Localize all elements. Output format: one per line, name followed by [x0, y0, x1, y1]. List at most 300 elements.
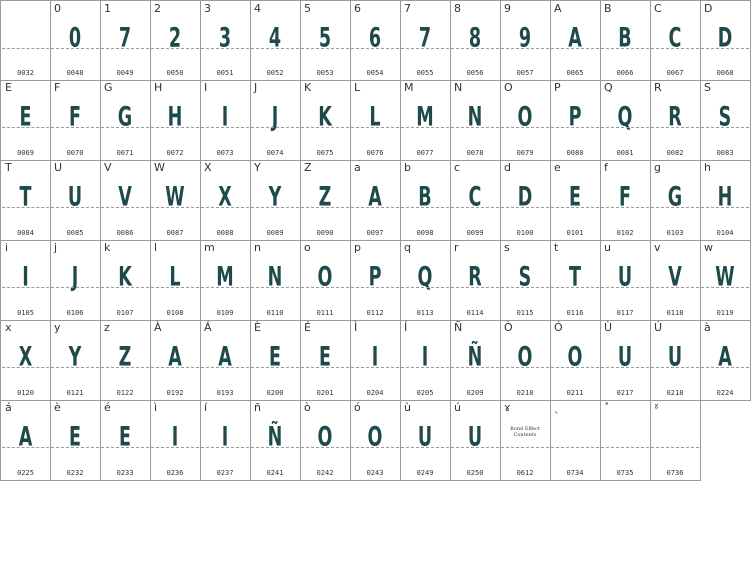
character-label: ˎ — [554, 401, 560, 414]
glyph-cell — [200, 160, 251, 241]
character-label: V — [104, 161, 112, 174]
character-label: w — [704, 241, 713, 254]
character-label: Z — [304, 161, 312, 174]
character-code: 0205 — [416, 389, 434, 397]
baseline-guide — [301, 367, 349, 368]
glyph-sample: E — [319, 341, 331, 372]
glyph-cell — [450, 240, 501, 321]
character-code: 0242 — [316, 469, 334, 477]
character-code: 0048 — [66, 69, 84, 77]
character-code: 0121 — [66, 389, 84, 397]
character-label: è — [54, 401, 61, 414]
glyph-sample: I — [22, 261, 29, 292]
baseline-guide — [2, 48, 49, 49]
character-label: E — [5, 81, 12, 94]
character-code: 0069 — [17, 149, 34, 157]
glyph-cell — [650, 80, 701, 161]
baseline-guide — [251, 48, 299, 49]
baseline-guide — [151, 48, 199, 49]
baseline-guide — [501, 287, 549, 288]
glyph-cell — [250, 80, 301, 161]
baseline-guide — [451, 207, 499, 208]
character-label: S — [704, 81, 711, 94]
glyph-sample: T — [569, 261, 581, 292]
character-label: c — [454, 161, 461, 174]
character-code: 0120 — [17, 389, 34, 397]
glyph-cell — [300, 240, 351, 321]
character-code: 0066 — [616, 69, 634, 77]
character-label: B — [604, 2, 612, 15]
baseline-guide — [701, 287, 749, 288]
glyph-sample: W — [165, 181, 185, 212]
glyph-cell — [450, 80, 501, 161]
character-code: 0057 — [516, 69, 534, 77]
glyph-sample: E — [569, 181, 581, 212]
character-label: ó — [354, 401, 361, 414]
baseline-guide — [301, 287, 349, 288]
glyph-cell — [150, 160, 201, 241]
character-code: 0236 — [166, 469, 184, 477]
baseline-guide — [651, 447, 699, 448]
baseline-guide — [2, 367, 49, 368]
character-code: 0102 — [616, 229, 634, 237]
glyph-sample: C — [468, 181, 482, 212]
glyph-sample: I — [371, 341, 379, 372]
baseline-guide — [551, 367, 599, 368]
baseline-guide — [201, 287, 249, 288]
baseline-guide — [501, 367, 549, 368]
glyph-sample: A — [718, 341, 732, 372]
character-label: q — [404, 241, 411, 254]
character-code: 0119 — [716, 309, 734, 317]
glyph-sample: U — [617, 261, 633, 292]
glyph-cell — [250, 160, 301, 241]
glyph-cell — [650, 400, 701, 481]
glyph-sample: O — [317, 421, 333, 452]
glyph-cell — [200, 240, 251, 321]
character-code: 0115 — [516, 309, 534, 317]
glyph-sample: 4 — [268, 22, 282, 53]
glyph-cell — [350, 240, 401, 321]
glyph-cell — [400, 160, 451, 241]
baseline-guide — [351, 287, 399, 288]
glyph-sample: V — [118, 181, 132, 212]
glyph-cell — [0, 80, 51, 161]
glyph-cell — [500, 160, 551, 241]
glyph-cell — [200, 400, 251, 481]
character-code: 0055 — [416, 69, 434, 77]
character-code: 0076 — [366, 149, 384, 157]
glyph-cell — [450, 400, 501, 481]
character-label: 0 — [54, 2, 61, 15]
glyph-cell — [400, 80, 451, 161]
glyph-sample: M — [216, 261, 234, 292]
baseline-guide — [501, 127, 549, 128]
glyph-sample: U — [417, 421, 433, 452]
baseline-guide — [51, 207, 99, 208]
baseline-guide — [451, 287, 499, 288]
baseline-guide — [451, 447, 499, 448]
character-code: 0225 — [17, 469, 34, 477]
character-label: 4 — [254, 2, 261, 15]
glyph-cell — [350, 320, 401, 401]
glyph-sample: O — [517, 341, 533, 372]
glyph-sample: O — [317, 261, 333, 292]
baseline-guide — [501, 447, 549, 448]
glyph-cell — [650, 0, 701, 81]
glyph-sample: W — [715, 261, 735, 292]
glyph-sample: P — [568, 101, 582, 132]
glyph-cell — [50, 160, 101, 241]
character-code: 0084 — [17, 229, 34, 237]
glyph-cell — [650, 240, 701, 321]
baseline-guide — [401, 48, 449, 49]
character-code: 0116 — [566, 309, 584, 317]
baseline-guide — [601, 447, 649, 448]
glyph-cell — [600, 0, 651, 81]
glyph-sample: H — [717, 181, 733, 212]
character-label: ˟ — [604, 401, 610, 414]
character-code: 0068 — [716, 69, 734, 77]
glyph-sample: A — [168, 341, 182, 372]
character-code: 0072 — [166, 149, 184, 157]
character-code: 0117 — [616, 309, 634, 317]
character-label: 7 — [404, 2, 411, 15]
character-code: 0250 — [466, 469, 484, 477]
character-label: Ì — [354, 321, 358, 334]
character-label: ò — [304, 401, 311, 414]
glyph-cell — [100, 160, 151, 241]
glyph-cell — [350, 400, 401, 481]
character-code: 0050 — [166, 69, 184, 77]
glyph-cell — [600, 400, 651, 481]
baseline-guide — [701, 127, 749, 128]
baseline-guide — [101, 207, 149, 208]
character-label: 8 — [454, 2, 461, 15]
character-code: 0104 — [716, 229, 734, 237]
character-code: 0099 — [466, 229, 484, 237]
glyph-cell — [0, 400, 51, 481]
baseline-guide — [551, 447, 599, 448]
character-label: r — [454, 241, 459, 254]
glyph-sample: M — [416, 101, 434, 132]
baseline-guide — [101, 48, 149, 49]
character-label: L — [354, 81, 361, 94]
baseline-guide — [451, 127, 499, 128]
glyph-cell — [0, 160, 51, 241]
baseline-guide — [701, 48, 749, 49]
glyph-cell — [550, 80, 601, 161]
character-code: 0218 — [666, 389, 684, 397]
glyph-cell — [700, 320, 751, 401]
baseline-guide — [251, 287, 299, 288]
glyph-cell — [250, 320, 301, 401]
glyph-cell — [550, 240, 601, 321]
glyph-sample: X — [18, 341, 33, 372]
glyph-sample: C — [668, 22, 682, 53]
glyph-cell — [300, 80, 351, 161]
glyph-sample: 2 — [168, 22, 182, 53]
character-label: H — [154, 81, 163, 94]
baseline-guide — [451, 367, 499, 368]
character-code: 0233 — [116, 469, 134, 477]
baseline-guide — [301, 207, 349, 208]
baseline-guide — [501, 48, 549, 49]
baseline-guide — [151, 207, 199, 208]
character-label: s — [504, 241, 510, 254]
glyph-sample: S — [518, 261, 532, 292]
glyph-sample: R — [668, 101, 682, 132]
character-code: 0241 — [266, 469, 284, 477]
character-code: 0734 — [566, 469, 584, 477]
character-label: Í — [404, 321, 408, 334]
character-label: j — [54, 241, 58, 254]
character-label: 5 — [304, 2, 311, 15]
character-code: 0118 — [666, 309, 684, 317]
glyph-sample: J — [271, 101, 279, 132]
glyph-cell — [100, 240, 151, 321]
character-label: í — [204, 401, 208, 414]
glyph-cell — [600, 320, 651, 401]
character-label: È — [254, 321, 261, 334]
character-code: 0211 — [566, 389, 584, 397]
baseline-guide — [201, 447, 249, 448]
glyph-sample: E — [269, 341, 281, 372]
baseline-guide — [201, 207, 249, 208]
glyph-cell — [50, 400, 101, 481]
character-label: Á — [204, 321, 212, 334]
baseline-guide — [601, 48, 649, 49]
character-label: 9 — [504, 2, 511, 15]
glyph-sample: Ñ — [267, 421, 283, 452]
character-code: 0612 — [516, 469, 534, 477]
glyph-sample: E — [19, 101, 32, 132]
glyph-cell — [450, 160, 501, 241]
glyph-sample: V — [668, 261, 682, 292]
glyph-sample: Y — [268, 181, 282, 212]
glyph-cell — [0, 0, 51, 81]
baseline-guide — [201, 48, 249, 49]
glyph-cell — [300, 400, 351, 481]
character-label: n — [254, 241, 261, 254]
character-code: 0210 — [516, 389, 534, 397]
glyph-cell — [0, 240, 51, 321]
character-code: 0105 — [17, 309, 34, 317]
baseline-guide — [351, 447, 399, 448]
glyph-sample: G — [667, 181, 683, 212]
character-code: 0109 — [216, 309, 234, 317]
baseline-guide — [51, 447, 99, 448]
character-label: a — [354, 161, 361, 174]
glyph-cell — [150, 400, 201, 481]
glyph-cell — [150, 80, 201, 161]
glyph-sample: 7 — [418, 22, 432, 53]
baseline-guide — [101, 287, 149, 288]
glyph-sample: Y — [68, 341, 82, 372]
glyph-sample: Q — [617, 101, 633, 132]
glyph-sample: Q — [417, 261, 433, 292]
character-label: W — [154, 161, 165, 174]
character-code: 0077 — [416, 149, 434, 157]
glyph-cell — [150, 320, 201, 401]
glyph-cell — [150, 240, 201, 321]
glyph-cell — [50, 320, 101, 401]
baseline-guide — [601, 127, 649, 128]
glyph-cell — [650, 160, 701, 241]
baseline-guide — [51, 367, 99, 368]
glyph-cell — [300, 320, 351, 401]
character-label: f — [604, 161, 608, 174]
glyph-sample: I — [421, 341, 429, 372]
glyph-cell — [100, 320, 151, 401]
baseline-guide — [651, 287, 699, 288]
glyph-cell — [600, 160, 651, 241]
character-code: 0106 — [66, 309, 84, 317]
character-label: Ñ — [454, 321, 463, 334]
glyph-cell — [350, 0, 401, 81]
character-code: 0192 — [166, 389, 184, 397]
glyph-cell — [50, 80, 101, 161]
glyph-sample: N — [467, 101, 483, 132]
character-code: 0736 — [666, 469, 684, 477]
character-label: b — [404, 161, 411, 174]
baseline-guide — [651, 367, 699, 368]
character-label: ì — [154, 401, 158, 414]
character-label: R — [654, 81, 662, 94]
character-code: 0217 — [616, 389, 634, 397]
character-label: M — [404, 81, 414, 94]
glyph-sample: 8 — [468, 22, 482, 53]
character-code: 0098 — [416, 229, 434, 237]
baseline-guide — [201, 127, 249, 128]
glyph-sample: L — [369, 101, 381, 132]
baseline-guide — [101, 127, 149, 128]
glyph-sample: D — [517, 181, 533, 212]
baseline-guide — [401, 127, 449, 128]
character-label: u — [604, 241, 611, 254]
baseline-guide — [651, 207, 699, 208]
character-code: 0224 — [716, 389, 734, 397]
character-code: 0107 — [116, 309, 134, 317]
glyph-cell — [600, 240, 651, 321]
character-label: U — [54, 161, 63, 174]
character-label: l — [154, 241, 158, 254]
glyph-cell — [250, 240, 301, 321]
glyph-cell — [150, 0, 201, 81]
baseline-guide — [101, 447, 149, 448]
glyph-sample: N — [267, 261, 283, 292]
character-code: 0110 — [266, 309, 284, 317]
character-label: é — [104, 401, 111, 414]
character-code: 0080 — [566, 149, 584, 157]
character-code: 0081 — [616, 149, 634, 157]
baseline-guide — [451, 48, 499, 49]
character-label: i — [5, 241, 9, 254]
baseline-guide — [2, 287, 49, 288]
character-code: 0112 — [366, 309, 384, 317]
glyph-cell — [700, 240, 751, 321]
character-code: 0243 — [366, 469, 384, 477]
glyph-sample: 7 — [118, 22, 132, 53]
character-label: y — [54, 321, 61, 334]
baseline-guide — [551, 207, 599, 208]
character-label: X — [204, 161, 212, 174]
baseline-guide — [701, 207, 749, 208]
character-label: z — [104, 321, 110, 334]
character-code: 0067 — [666, 69, 684, 77]
glyph-sample: K — [118, 261, 132, 292]
glyph-cell — [450, 320, 501, 401]
glyph-cell — [0, 320, 51, 401]
glyph-sample: O — [517, 101, 533, 132]
glyph-cell — [250, 0, 301, 81]
glyph-sample: O — [567, 341, 583, 372]
character-label: Ó — [554, 321, 563, 334]
character-label: I — [204, 81, 208, 94]
character-code: 0071 — [116, 149, 134, 157]
character-label: á — [5, 401, 12, 414]
glyph-cell — [550, 320, 601, 401]
glyph-sample: A — [18, 421, 33, 452]
baseline-guide — [251, 127, 299, 128]
baseline-guide — [51, 287, 99, 288]
glyph-sample: A — [568, 22, 582, 53]
glyph-sample: S — [718, 101, 732, 132]
glyph-sample: K — [318, 101, 332, 132]
character-code: 0049 — [116, 69, 134, 77]
glyph-sample: 0 — [68, 22, 82, 53]
baseline-guide — [351, 207, 399, 208]
glyph-cell — [300, 160, 351, 241]
glyph-cell — [350, 160, 401, 241]
character-code: 0082 — [666, 149, 684, 157]
glyph-cell — [250, 400, 301, 481]
character-label: T — [5, 161, 12, 174]
glyph-cell — [400, 240, 451, 321]
character-code: 0204 — [366, 389, 384, 397]
character-label: Q — [604, 81, 613, 94]
character-code: 0053 — [316, 69, 334, 77]
character-label: Ò — [504, 321, 513, 334]
character-code: 0101 — [566, 229, 584, 237]
baseline-guide — [2, 127, 49, 128]
glyph-sample: A — [218, 341, 232, 372]
character-label: K — [304, 81, 312, 94]
glyph-sample: F — [69, 101, 81, 132]
glyph-sample: J — [71, 261, 79, 292]
glyph-sample: X — [218, 181, 232, 212]
character-code: 0209 — [466, 389, 484, 397]
glyph-cell — [500, 320, 551, 401]
glyph-sample: P — [368, 261, 382, 292]
baseline-guide — [251, 207, 299, 208]
glyph-cell — [200, 80, 251, 161]
baseline-guide — [101, 367, 149, 368]
glyph-sample: B — [418, 181, 432, 212]
character-code: 0193 — [216, 389, 234, 397]
character-code: 0052 — [266, 69, 284, 77]
baseline-guide — [401, 367, 449, 368]
glyph-sample: D — [717, 22, 733, 53]
glyph-sample: O — [367, 421, 383, 452]
character-label: ú — [454, 401, 461, 414]
character-code: 0111 — [316, 309, 334, 317]
baseline-guide — [251, 447, 299, 448]
character-code: 0032 — [17, 69, 34, 77]
glyph-cell — [200, 320, 251, 401]
glyph-sample: Ñ — [467, 341, 483, 372]
glyph-sample: E — [119, 421, 131, 452]
